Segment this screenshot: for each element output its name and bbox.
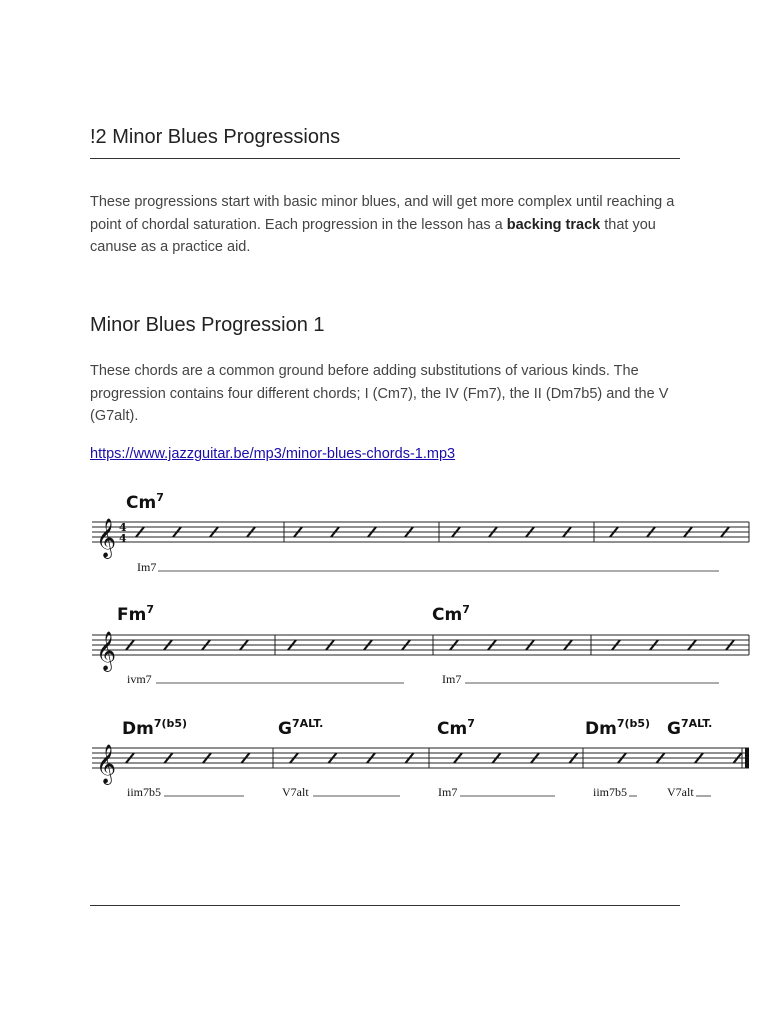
section-title: Minor Blues Progression 1 <box>90 314 325 336</box>
roman-numeral-label: iim7b5 <box>593 785 628 799</box>
roman-numeral-label: ivm7 <box>127 672 152 686</box>
chord-symbol: $Dm^{7(b5)}$ <box>585 717 651 739</box>
roman-numeral-label: Im7 <box>438 785 458 799</box>
intro-bold-text: backing track <box>506 216 601 233</box>
staff-lines <box>92 635 749 655</box>
system-2 <box>92 603 749 686</box>
time-signature-bottom: 4 <box>119 532 127 545</box>
roman-numeral-label: Im7 <box>442 672 462 686</box>
treble-clef-icon: 𝄞 <box>96 631 117 671</box>
system-3 <box>92 717 749 799</box>
chord-symbol: $Dm^{7(b5)}$ <box>122 717 188 739</box>
treble-clef-icon: 𝄞 <box>96 518 117 558</box>
title-divider <box>90 158 680 159</box>
chord-symbol: $G^{7ALT.}$ <box>667 717 713 739</box>
lead-sheet-score <box>0 470 768 810</box>
backing-track-link[interactable]: https://www.jazzguitar.be/mp3/minor-blues-chords-1.mp3 <box>90 446 456 462</box>
roman-numeral-label: Im7 <box>137 560 157 574</box>
time-signature-top: 4 <box>119 521 127 534</box>
treble-clef-icon: 𝄞 <box>96 744 117 784</box>
chord-symbol: Cm$^7$ <box>126 491 164 513</box>
chord-symbol: $G^{7ALT.}$ <box>278 717 324 739</box>
roman-numeral-label: V7alt <box>282 785 309 799</box>
section-paragraph: These chords are a common ground before adding substitutions of various kinds. The progression contains four different chords; I (Cm7), the IV (Fm7), the II (Dm7b5) and the V (G7alt). <box>90 363 669 424</box>
intro-text-after: that you canuse as a practice aid. <box>90 216 656 255</box>
chord-symbol: Fm$^7$ <box>117 603 154 625</box>
bottom-divider <box>90 905 680 906</box>
system-1 <box>92 491 749 574</box>
intro-paragraph <box>90 191 680 259</box>
page-title: !2 Minor Blues Progressions <box>90 126 341 148</box>
staff-lines <box>92 748 749 768</box>
roman-numeral-label: V7alt <box>667 785 694 799</box>
chord-symbol: Cm$^7$ <box>432 603 470 625</box>
roman-numeral-label: iim7b5 <box>127 785 162 799</box>
chord-symbol: Cm$^7$ <box>437 717 475 739</box>
intro-text-before: These progressions start with basic minor blues, and will get more complex until reaching a point of chordal saturation. Each progression in the lesson has a <box>90 194 675 233</box>
